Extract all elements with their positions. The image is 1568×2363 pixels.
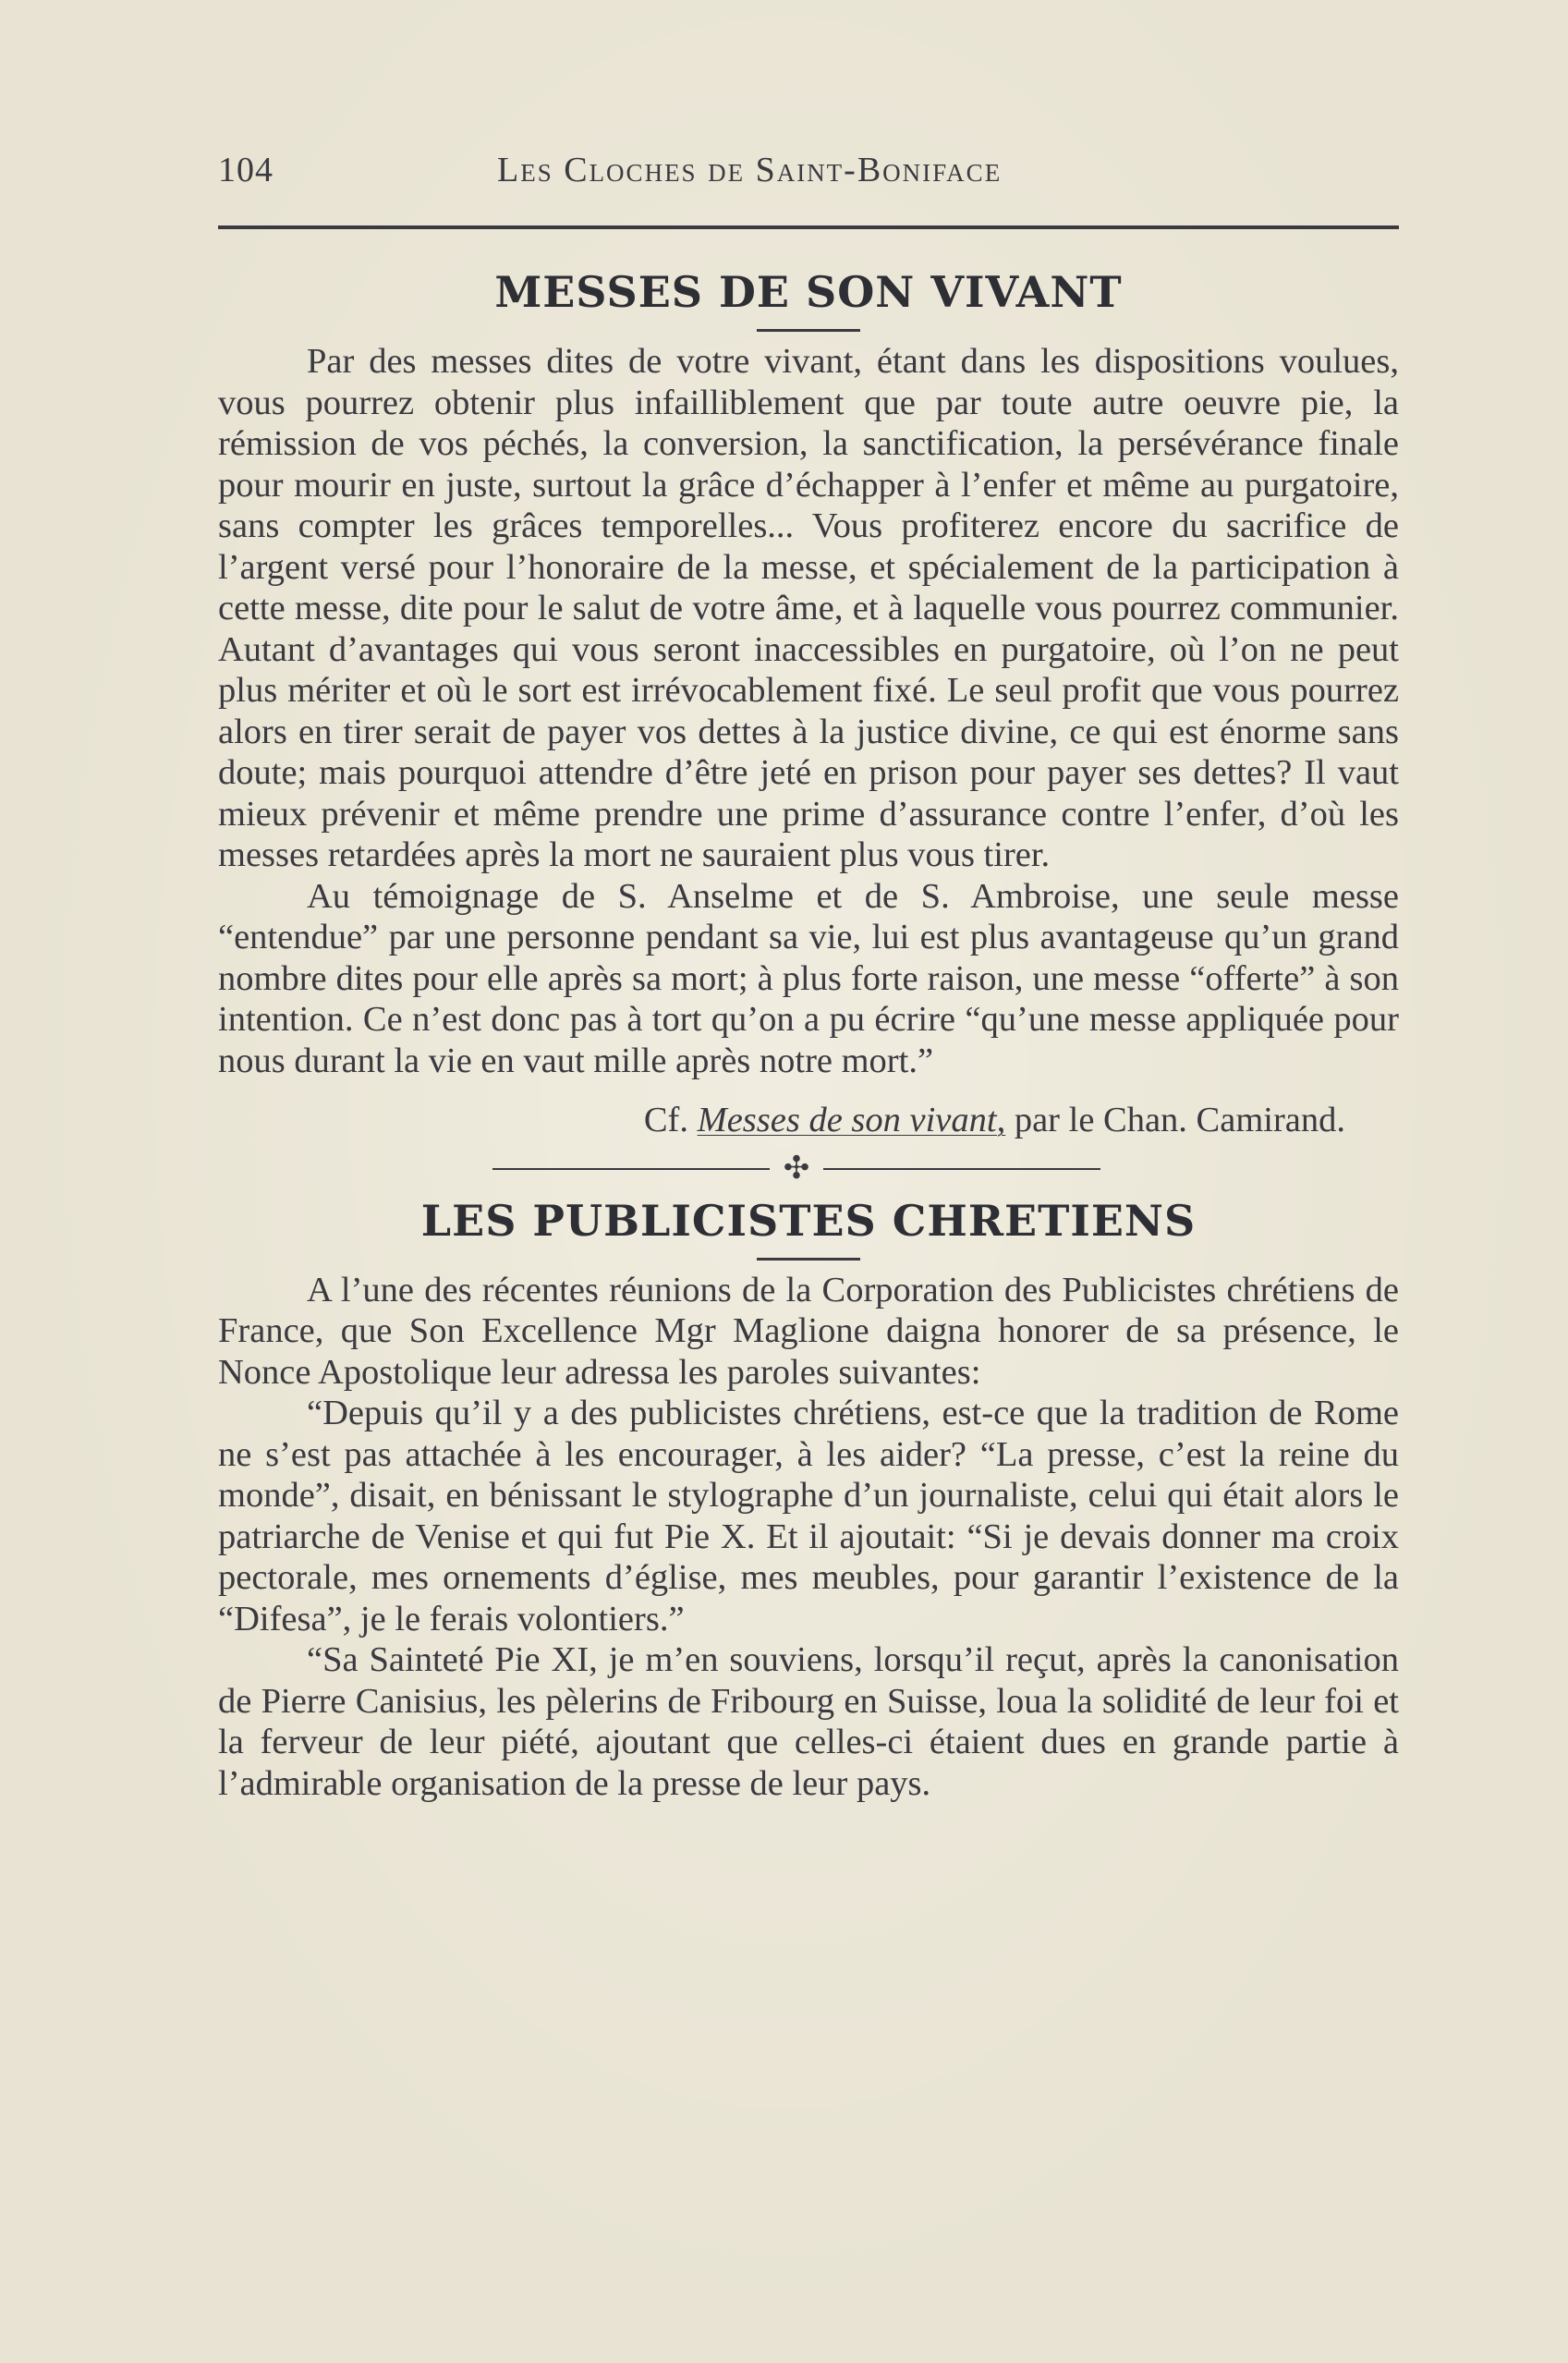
citation-prefix: Cf. xyxy=(643,1101,688,1139)
paragraph: “Depuis qu’il y a des publicistes chrétiens, est-ce que la tradition de Rome ne s’est pas attachée à les encourager, à les aider? “La presse, c’est la reine du monde”, disait, en bénissant le stylographe d’un journaliste, celui qui était alors le patriarche de Venise et qui fut Pie X. Et il ajoutait: “Si je devais donner ma croix pectorale, mes ornements d’église, mes meubles, pour garantir l’existence de la “Difesa”, je le ferais volontiers.” xyxy=(218,1394,1399,1638)
paragraph: Par des messes dites de votre vivant, étant dans les dispositions voulues, vous pourrez obtenir plus infailliblement que par toute autre oeuvre pie, la rémission de vos péchés, la conversion, la sanctification, la persévérance finale pour mourir en juste, surtout la grâce d’échapper à l’enfer et même au purgatoire, sans compter les grâces temporelles... Vous profiterez encore du sacrifice de l’argent versé pour l’honoraire de la messe, et spécialement de la participation à cette messe, dite pour le salut de votre âme, et à laquelle vous pourrez communier. Autant d’avantages qui vous seront inaccessibles en purgatoire, où l’on ne peut plus mériter et où le sort est irrévocablement fixé. Le seul profit que vous pourrez alors en tirer serait de payer vos dettes à la justice divine, ce qui est énorme sans doute; mais pourquoi attendre d’être jeté en prison pour payer ses dettes? Il vaut mieux prévenir et même prendre une prime d’assurance contre l’enfer, d’où les messes retardées après la mort ne sauraient plus vous tirer. xyxy=(218,342,1399,874)
citation xyxy=(218,1100,1399,1141)
citation-suffix: par le Chan. Camirand. xyxy=(1014,1101,1345,1139)
page-header xyxy=(218,150,1401,201)
title-rule xyxy=(757,1258,860,1261)
paragraph: A l’une des récentes réunions de la Corporation des Publicistes chrétiens de France, que Son Excellence Mgr Maglione daigna honorer de sa présence, le Nonce Apostolique leur adressa les paroles suivantes: xyxy=(218,1270,1399,1392)
paragraph: “Sa Sainteté Pie XI, je m’en souviens, lorsqu’il reçut, après la canonisation de Pierre Canisius, les pèlerins de Fribourg en Suisse, loua la solidité de leur foi et la ferveur de leur piété, ajoutant que celles-ci étaient dues en grande partie à l’admirable organisation de la presse de leur pays. xyxy=(218,1640,1399,1803)
section-messes-de-son-vivant xyxy=(218,264,1399,1141)
divider-line-left xyxy=(492,1168,770,1170)
section-divider xyxy=(218,1151,1399,1188)
title-rule xyxy=(757,329,860,332)
divider-line-right xyxy=(823,1168,1100,1170)
header-rule xyxy=(218,225,1399,229)
section-title: MESSES DE SON VIVANT xyxy=(494,267,1123,317)
cross-ornament-icon: ✣ xyxy=(783,1151,810,1186)
citation-title: Messes de son vivant, xyxy=(697,1101,1006,1139)
paragraph: Au témoignage de S. Anselme et de S. Ambroise, une seule messe “entendue” par une personne pendant sa vie, lui est plus avantageuse qu’un grand nombre dites pour elle après sa mort; à plus forte raison, une messe “offerte” à son intention. Ce n’est donc pas à tort qu’on a pu écrire “qu’une messe appliquée pour nous durant la vie en vaut mille après notre mort.” xyxy=(218,876,1399,1080)
page-content xyxy=(218,264,1399,1804)
section-les-publicistes-chretiens xyxy=(218,1193,1399,1805)
section-title: LES PUBLICISTES CHRETIENS xyxy=(420,1195,1197,1246)
running-title: Les Cloches de Saint-Boniface xyxy=(497,151,1003,189)
page-number: 104 xyxy=(218,151,273,189)
